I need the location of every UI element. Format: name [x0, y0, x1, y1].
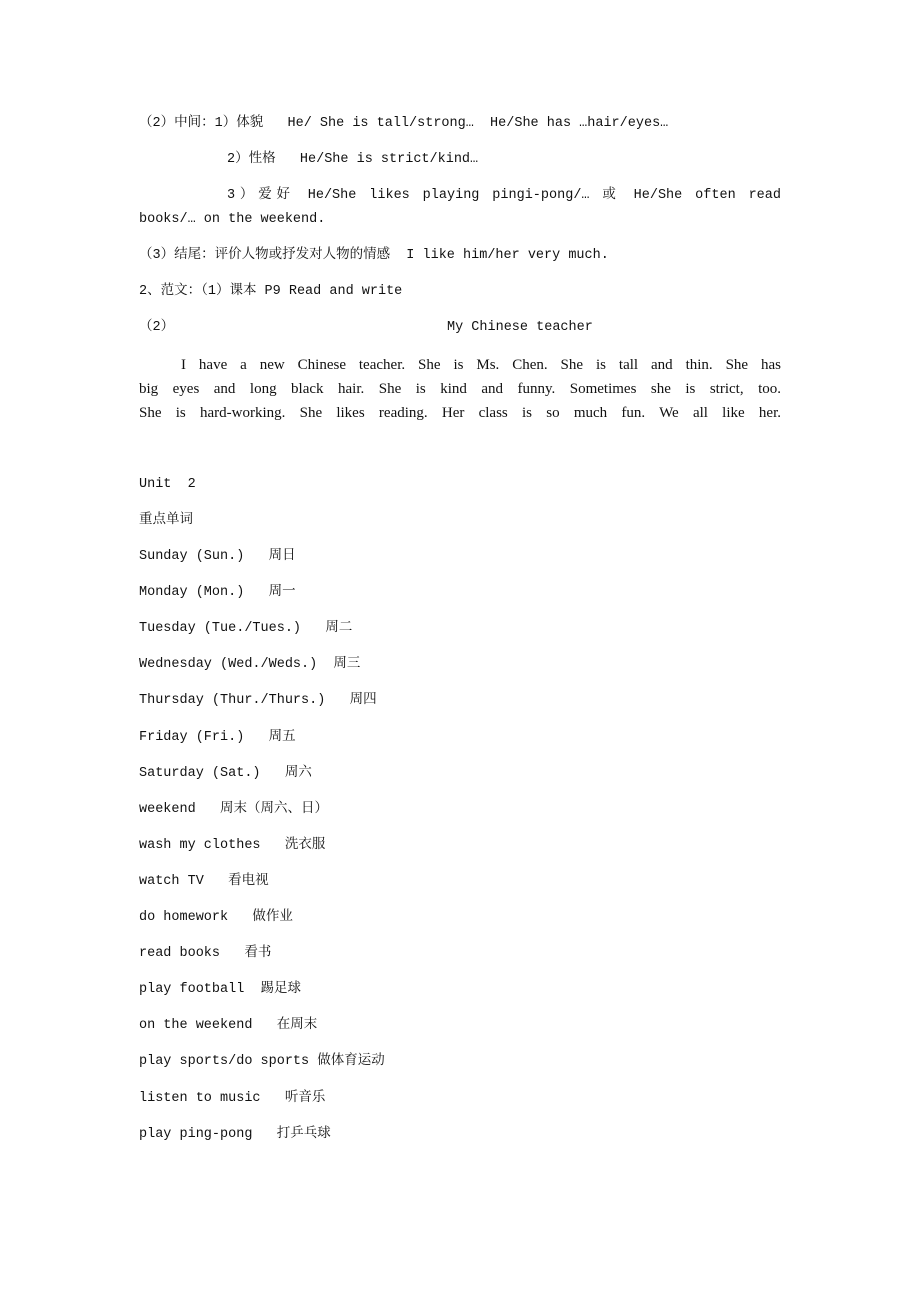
- vocabulary-item: watch TV 看电视: [139, 873, 269, 889]
- vocabulary-item: listen to music 听音乐: [139, 1090, 326, 1106]
- outline-middle-hobby: 3）爱好 He/She likes playing pingi-pong/… 或 He/She often read: [227, 188, 781, 203]
- essay-line: big eyes and long black hair. She is kind and funny. Sometimes she is strict, too.: [139, 381, 781, 397]
- vocabulary-item: Sunday (Sun.) 周日: [139, 549, 296, 564]
- outline-middle-hobby-cont: books/… on the weekend.: [139, 212, 326, 227]
- unit-subtitle: 重点单词: [139, 513, 193, 528]
- sample-2-number: （2）: [139, 320, 175, 335]
- vocabulary-item: Saturday (Sat.) 周六: [139, 765, 312, 781]
- vocabulary-item: read books 看书: [139, 946, 272, 962]
- vocabulary-item: Tuesday (Tue./Tues.) 周二: [139, 621, 353, 637]
- vocabulary-item: Thursday (Thur./Thurs.) 周四: [139, 693, 377, 709]
- essay-title: My Chinese teacher: [447, 320, 593, 335]
- vocabulary-item: play ping-pong 打乒乓球: [139, 1126, 331, 1142]
- essay-line: She is hard-working. She likes reading. Her class is so much fun. We all like her.: [139, 405, 781, 421]
- vocabulary-item: play football 踢足球: [139, 982, 302, 998]
- vocabulary-item: Wednesday (Wed./Weds.) 周三: [139, 657, 361, 673]
- vocabulary-item: Monday (Mon.) 周一: [139, 585, 296, 601]
- outline-ending: （3）结尾：评价人物或抒发对人物的情感 I like him/her very much.: [139, 248, 609, 263]
- vocabulary-item: wash my clothes 洗衣服: [139, 837, 326, 853]
- unit-title: Unit 2: [139, 477, 196, 492]
- vocabulary-item: Friday (Fri.) 周五: [139, 729, 296, 745]
- essay-line: I have a new Chinese teacher. She is Ms. Chen. She is tall and thin. She has: [181, 357, 781, 373]
- vocabulary-item: weekend 周末（周六、日）: [139, 801, 329, 817]
- vocabulary-item: on the weekend 在周末: [139, 1018, 318, 1034]
- vocabulary-item: play sports/do sports 做体育运动: [139, 1054, 385, 1070]
- outline-middle-appearance: （2）中间：1）体貌 He/ She is tall/strong… He/She has …hair/eyes…: [139, 116, 669, 131]
- sample-textbook: 2、范文：（1）课本 P9 Read and write: [139, 284, 403, 299]
- outline-middle-personality: 2）性格 He/She is strict/kind…: [227, 152, 479, 167]
- vocabulary-item: do homework 做作业: [139, 910, 293, 925]
